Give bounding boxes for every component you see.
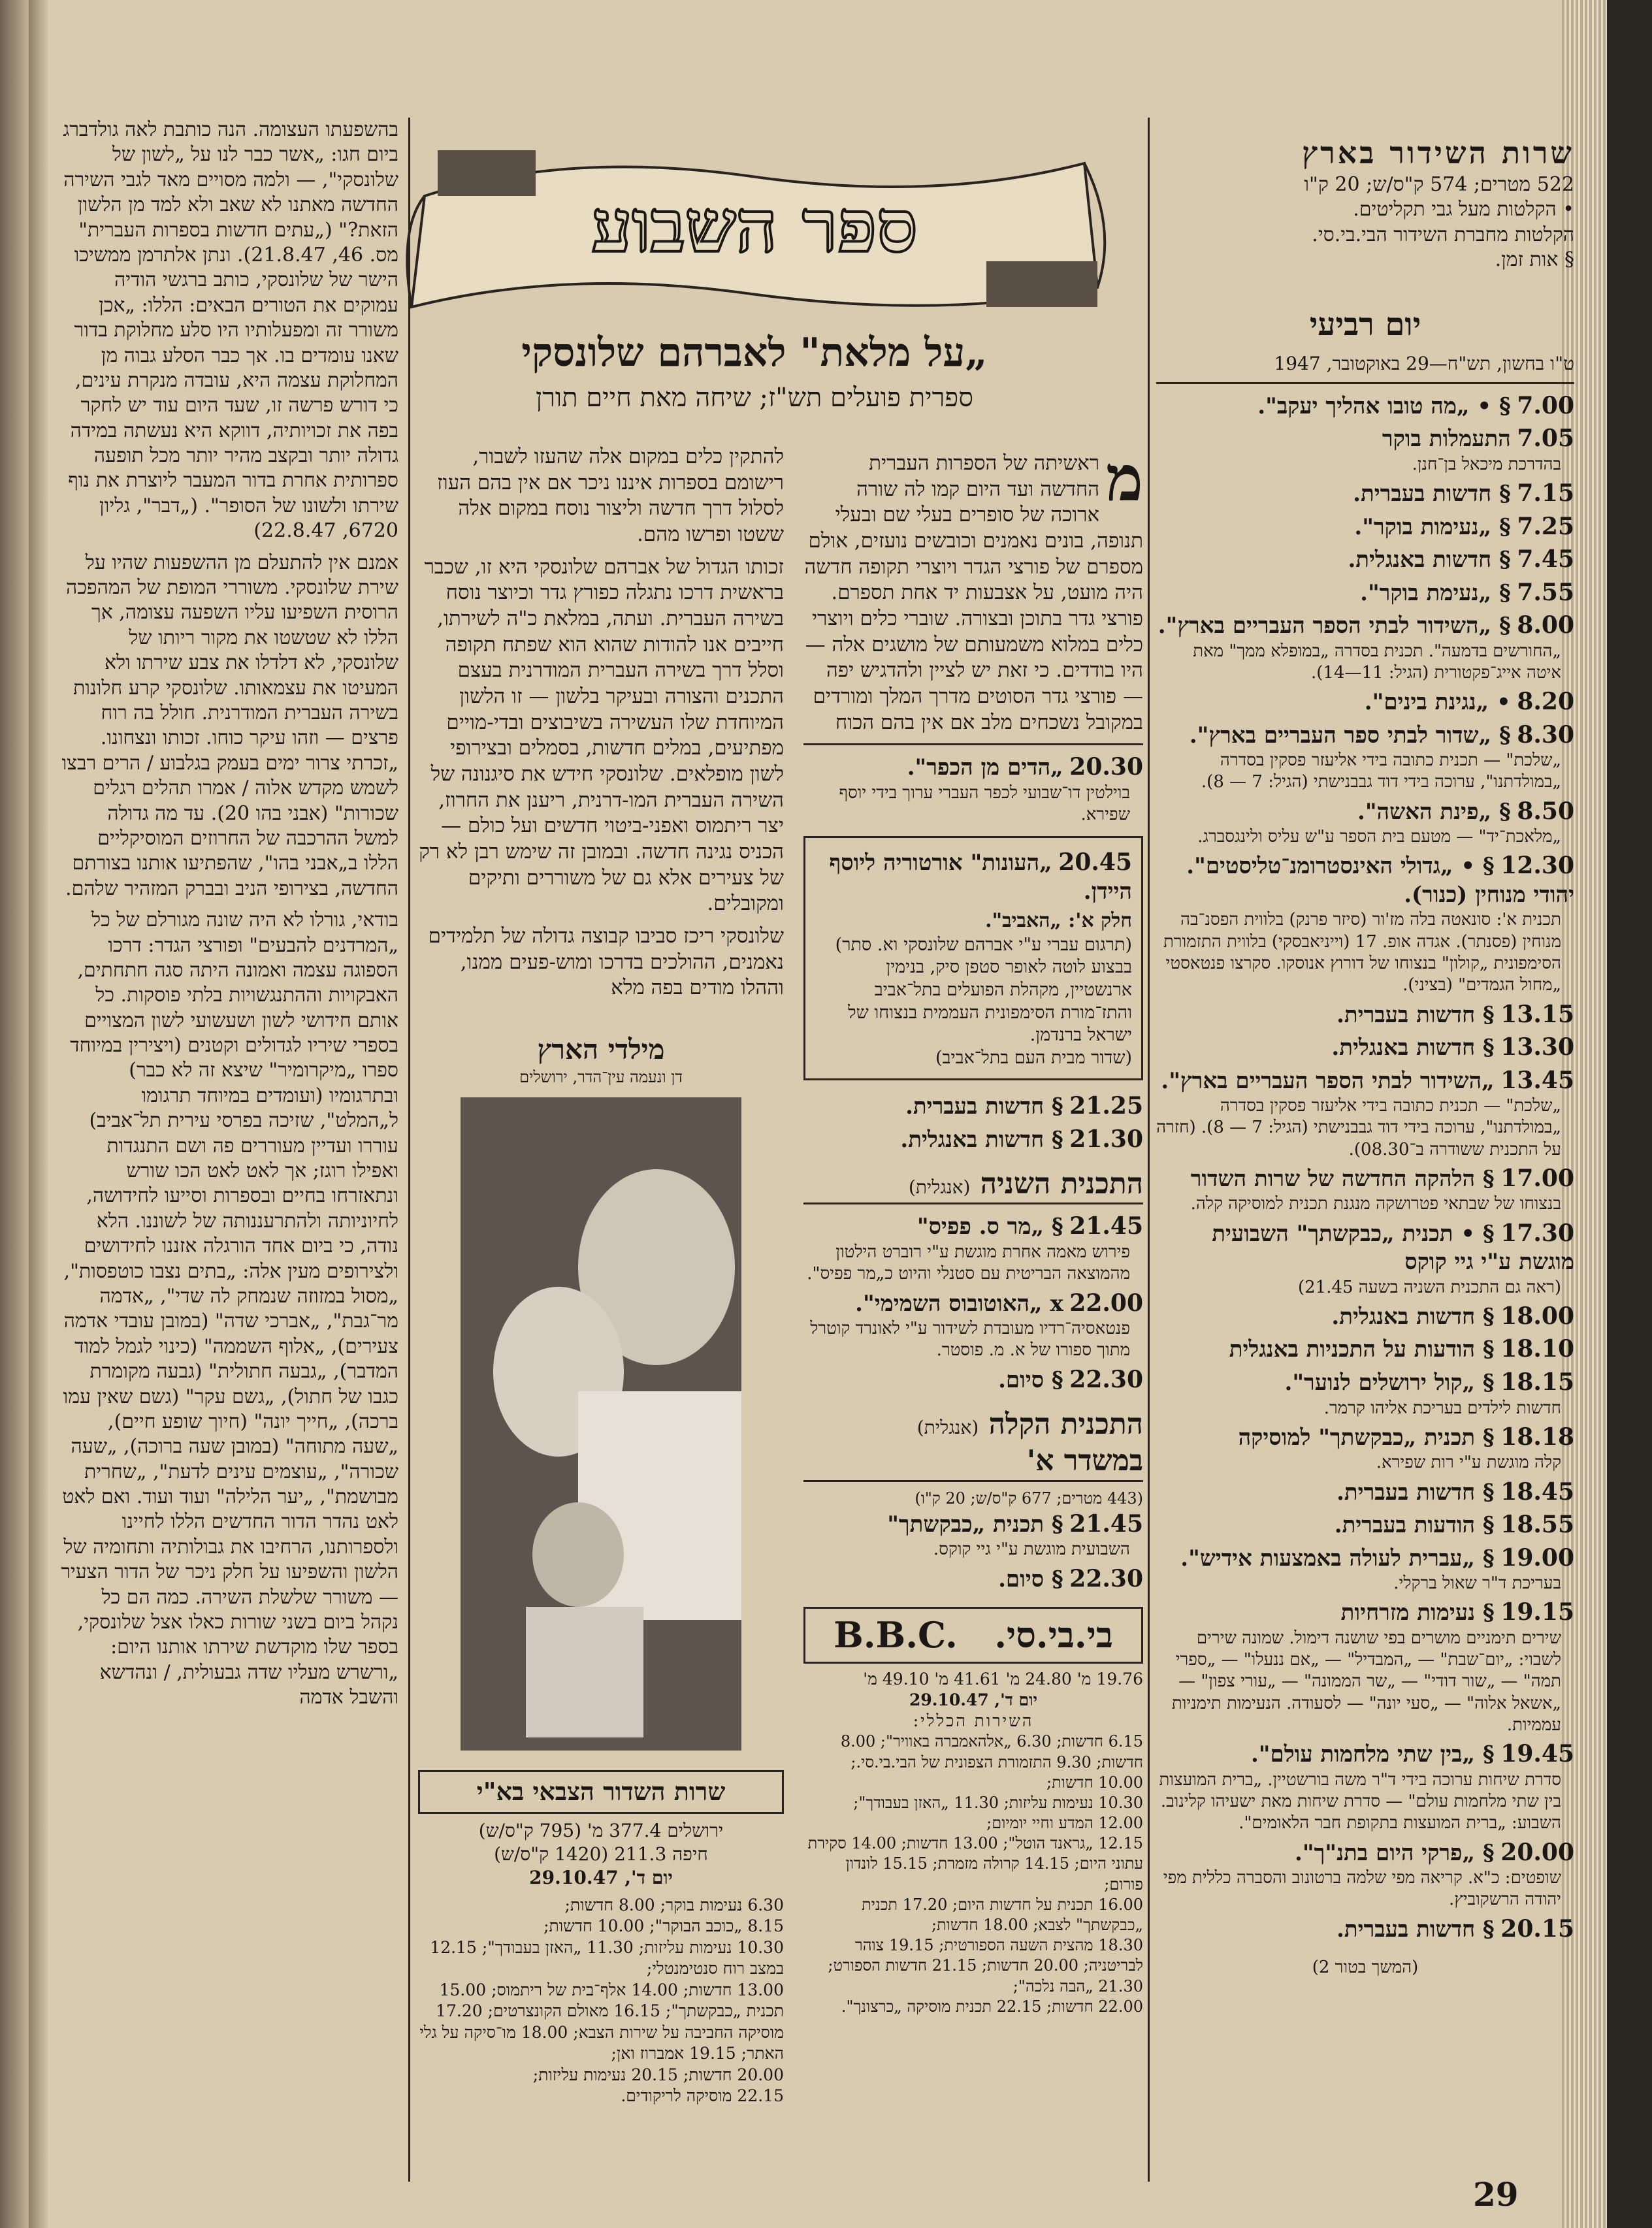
bbc-program-line: 22.00 חדשות; 22.15 תכנית מוסיקה „כרצונך". <box>841 1997 1143 2016</box>
bbc-program-line: 16.00 תכנית על חדשות היום; 17.20 תכנית „כבקשתך" לצבא; 18.00 חדשות; <box>861 1895 1143 1934</box>
bbc-program-line: 10.30 נעימות עליזות; 11.30 „האזן בעבודך"; 12.00 המדע וחיי יומיום; <box>853 1793 1143 1833</box>
article-column-1 <box>803 442 1143 2017</box>
program-item: 18.45 § חדשות בעברית. <box>1336 1477 1574 1506</box>
light-program-list <box>803 1509 1143 1594</box>
army-program-line: 10.30 נעימות עליזות; 11.30 „האזן בעבודך"; 12.15 במצב רוח סנטימנטלי; <box>430 1937 784 1978</box>
program-item: 21.25 § חדשות בעברית. <box>905 1092 1143 1120</box>
program-item: 19.45 § „בין שתי מלחמות עולם". סדרת שיחות ערוכה בידי ד"ר משה בורשטיין. „ברית המועצות בין שתי מלחמות עולם" — סדרת שיחות מאת ישעיהו קלינוב. השבוע: „ברית המועצות בתקופת חבר הלאומים". <box>1159 1740 1574 1833</box>
program-item: 18.18 § תכנית „כבקשתך" למוסיקה קלה מוגשת ע"י רות שפירא. <box>1238 1423 1574 1473</box>
program-item: 7.15 § חדשות בעברית. <box>1353 479 1574 507</box>
book-spine <box>29 0 48 2228</box>
army-program-line: 6.30 נעימות בוקר; 8.00 חדשות; <box>564 1895 784 1914</box>
oratorio-box: 20.45 „העונות" אורטוריה ליוסף היידן. חלק א': „האביב". (תרגום עברי ע"י אברהם שלונסקי וא. סתר) בבצוע לוטה לאופר סטפן סיק, בנימין ארנשטיין, מקהלת הפועלים בתל־אביב והתז־מורת הסימפונית העממית בנצוחו של ישראל ברנדמן. (שדור מבית העם בתל־אביב) <box>803 836 1143 1080</box>
article-title: „על מלאת" לאברהם שלונסקי <box>521 330 988 376</box>
article-body <box>803 442 1143 735</box>
radio-schedule-column <box>1156 0 1574 1978</box>
article-paragraph: בודאי, גורלו לא היה שונה מגורלם של כל „המרדנים להבעים" ופורצי הגדר: דרכו הספוגה עצמה ואמונה היתה סגה חתחתים, האבקויות וההתנגשויות בלתי פוסקות. כל אותם חידושי לשון ושעשועי לשון המצויים בספרי שיריו לגדולים וקטנים (ויצירין במיוחד ספרו „מיקרומיר" שיצא זה לא כבר) ובתרגומיו (ועומדים במיוחד תרגומו ל„המלט", שזיכה בפרסי עירית תל־אביב) עוררו ועדיין מעוררים פה ושם התנגדות ואפילו רוגז; אך לאט לאט הכו שורש ונתאזרחו בחיים ובספרות וסייעו לחידושה, לחיוניותה ולהתרעננותה של לשוננו. הלא נודה, כי ביום אחד הורגלה אזננו לחידושים ולצירופים מעין אלה: „בתים נצבו כוטפסות", „מסול במזוזה שנמחק לה שדי", „אדמה מר־גבת", „אברכי שדה" (במובן עובדי אדמה צעירים), „אלוף השממה" (כינוי לגמל למוד המדבר), „גבעה חתולית" (גבעה מקומרת כגבו של חתול), „גשם עקר" (גשם שאין עמו ברכה), „חייך יונה" (חיוך שופע חיים), „שעה מתוחה" (במובן שעה ברוכה), „שעה שכורה", „עוצמים עינים לדעת", „שחרית מבושמת", „יער הלילה" ועוד ועוד. ואם לאט לאט נהדר הדור החדשים הללו לחיינו ולספרותנו, הרחיבו את גבולותיה ותחומיה של הלשון והשפיעו על חלק ניכר של הדור הצעיר — משורר שלשלת השירה. כמה הם כל נקהל ביום בשני שורות כאלו אצל שלונסקי, בספר שלו מוקדשת שירתו אותנו היום: „ורשרש מעליו שדה גבעולית, / ונהדשא והשבל אדמה <box>61 909 398 1709</box>
children-photo <box>461 1097 741 1751</box>
program-item: 13.15 § חדשות בעברית. <box>1336 1000 1574 1028</box>
radio-service-line: § אות זמן. <box>1495 248 1574 272</box>
army-program-line: 13.00 חדשות; 14.00 אלף־בית של ריתמוס; 15.00 תכנית „כבקשתך"; 16.15 מאולם הקונצרטים; 17.20 מוסיקה החביבה על שירות הצבא; 18.00 מו־סיקה על גלי האתר; 19.15 אמברוז ואן; <box>419 1980 784 2063</box>
bbc-program-line: 18.30 מהצית השעה הספורטית; 19.15 צוהר לבריטניה; 20.00 חדשות; 21.15 חדשות הספורט; 21.30 „הבה נלכה"; <box>828 1936 1143 1995</box>
program-list <box>1156 391 1574 1944</box>
bbc-program-list <box>803 1732 1143 2017</box>
program-item: 20.30 „הדים מן הכפר". בוילטין דו־שבועי לכפר העברי ערוך בידי יוסף שפירא. <box>839 753 1143 825</box>
date-line: ט"ו בחשון, תש"ח—29 באוקטובר, 1947 <box>1156 352 1574 384</box>
program-item: 8.50 § „פינת האשה". „מלאכת־יד" — מטעם בית הספר ע"ש עליס ולינגסברג. <box>1197 797 1574 847</box>
army-program-line: 8.15 „כוכב הבוקר"; 10.00 חדשות; <box>543 1916 784 1936</box>
program-item: 20.00 § „פרקי היום בתנ"ך". שופטים: כ"א. קריאה מפי שלמה ברטונוב והסברה כללית מפי יהודה הרשקוביץ. <box>1163 1838 1574 1910</box>
kids-title: מילדי הארץ <box>537 1033 665 1065</box>
program-item: 8.20 • „נגינת בינים". <box>1364 688 1574 716</box>
article-paragraph: להתקין כלים במקום אלה שהעזו לשבור, רישומם בספרות איננו ניכר אם אין בהם העוז לסלול דרך חדשה וליצור נוסח במקום אלה ששטו ופרשו מהם. <box>437 445 784 547</box>
radio-service-title: שרות השידור בארץ <box>1302 135 1574 170</box>
article-paragraph: מ ראשיתה של הספרות העברית החדשה ועד היום קמו לה שורה ארוכה של סופרים בעלי שם ובעלי תנופה, בונים נאמנים וכובשים נועזים, אולם מספרם של פורצי הגדר ויוצרי תקופה חדשה היה מועט, על אצבעות יד אחת תספרם. פורצי גדר בתוכן ובצורה. שוברי כלים ויוצרי כלים במלוא משמעותם של מושגים אלה — היו בודדים. כי זאת יש לציין ולהדגיש יפה — פורצי גדר הסוטים מדרך המלך ומורדים במקובל נשכחים מלב אם אין בהם הכוח <box>804 442 1143 734</box>
program-item: 18.15 § „קול ירושלים לנוער". חדשות לילדים בעריכת אליהו קרמר. <box>1284 1368 1574 1418</box>
army-program-line: 20.00 חדשות; 20.15 נעימות עליזות; <box>532 2065 784 2084</box>
program-item: 19.00 § „עברית לעולה באמצעות אידיש". בעריכת ד"ר שאול ברקלי. <box>1180 1543 1574 1594</box>
column-rule <box>408 118 410 2182</box>
program-item: 18.00 § חדשות באנגלית. <box>1331 1302 1574 1330</box>
army-program-list <box>418 1895 784 2107</box>
article-paragraph: שלונסקי ריכז סביבו קבוצה גדולה של תלמידים נאמנים, ההולכים בדרכו ומוש-פעים ממנו, וההלו מודים בפה מלא <box>428 924 784 1000</box>
program-item: 7.05 התעמלות בוקר בהדרכת מיכאל בן־חנן. <box>1382 425 1574 474</box>
books-icon <box>986 261 1097 307</box>
radio-service-line: 522 מטרים; 574 ק"ס/ש; 20 ק"ו <box>1304 172 1574 196</box>
radio-service-line: הקלטות מחברת השידור הבי.בי.סי. <box>1312 223 1574 246</box>
article-subtitle: ספרית פועלים תש"ז; שיחה מאת חיים תורן <box>536 383 973 413</box>
program-item: 22.30 § סיום. <box>998 1365 1143 1393</box>
program-item: 20.15 § חדשות בעברית. <box>1336 1914 1574 1943</box>
banner-title: ספר השבוע <box>591 184 918 268</box>
program-item: 21.45 § „מר ס. פפיס" פירוש מאמה אחרת מוגשת ע"י רוברט הילטון מהמוצאה הבריטית עם סטנלי והיוט כ„מר פפיס". <box>807 1212 1143 1284</box>
light-program-title: התכנית הקלה (אנגלית) במשדר א' <box>803 1406 1143 1482</box>
program-item: 12.30 § • „גדולי האינסטרומנ־טליסטים". יהודי מנוחין (כנור). תכנית א': סונאטה בלה מז'ור (סיזר פרנק) בלווית הפסנ־בה מנוחין (פסנתר). אגדה אופ. 17 (וייניאבסקי) בלווית התזמורת הסימפונית „קולון" בנצוחו של דורוץ אנוסקו. סקרצו פנטאסטי „מחול הגמדים" (בציני). <box>1163 852 1574 995</box>
program-item: 13.30 § חדשות באנגלית. <box>1331 1033 1574 1061</box>
program-item: 21.30 § חדשות באנגלית. <box>900 1125 1143 1153</box>
kids-caption: דן ונעמה עין־הדר, ירושלים <box>519 1067 683 1086</box>
program-item: 13.45 „השידור לבתי הספר העבריים בארץ". „שלכת" — תכנית כתובה בידי אליעזר פסקין בסדרה „במולדתנו", ערוכה בידי דוד גבבנישתי (הגיל: 7 — 8). (חזרה על התכנית ששודרה ב־08.30). <box>1156 1066 1574 1159</box>
second-program-list <box>803 1211 1143 1395</box>
program-item: 21.45 § תכנית „כבקשתך" השבועית מוגשת ע"י גיי קוקס. <box>887 1510 1143 1560</box>
program-item: 7.45 § חדשות באנגלית. <box>1348 545 1574 573</box>
program-item: 8.00 § „השידור לבתי הספר העבריים בארץ". „החורשים בדמעה". תכנית בסדרה „במופלא ממך" מאת איטה אייג־פקטורית (הגיל: 11—14). <box>1158 611 1574 683</box>
program-item: 7.25 § „נעימות בוקר". <box>1354 512 1574 540</box>
continued-note: (המשך בטור 2) <box>1312 1958 1419 1978</box>
schedule-continued: 20.30 „הדים מן הכפר". בוילטין דו־שבועי לכפר העברי ערוך בידי יוסף שפירא. 20.45 „העונות" אורטוריה ליוסף היידן. חלק א': „האביב". (תרגום עברי ע"י אברהם שלונסקי וא. סתר) בבצוע לוטה לאופר סטפן סיק, בנימין ארנשטיין, מקהלת הפועלים בתל־אביב והתז־מורת הסימפונית העממית בנצוחו של ישראל ברנדמן. (שדור מבית העם בתל־אביב) 21.25 § חדשות בעברית. 21.30 § חדשות באנגלית. התכנית השניה (אנגלית) 21.45 § „מר ס. פפיס" פירוש מאמה אחרת מוגשת ע"י רוברט הילטון מהמוצאה הבריטית עם סטנלי והיוט כ„מר פפיס". 22.00 x „האוטובוס השמימי". פנטאסיה־רדיו מעובדת לשידור ע"י לאונרד קוטרל מתוך ספורו של א. מ. פוסטר. 22.30 § סיום. התכנית הקלה (אנגלית) במשדר א' (443 מטרים; 677 ק"ס/ש; 20 ק"ו) 21.45 § תכנית „כבקשתך" השבועית מוגשת ע"י גיי קוקס. 22.30 § סיום. B.B.C. בי.בי.סי. 19.76 מ' 24.80 מ' 41.61 מ' 49.10 מ' יום ד', 29.10.47 השירות הכללי: 6.15 חדשות; 6.30 „אלהאמברה באוויר"; 8.00 חדשות; 9.30 התזמורת הצפונית של הבי.בי.סי.; 10.00 חדשות; 10.30 נעימות עליזות; 11.30 „האזן בעבודך"; 12.00 המדע וחיי יומיום; 12.15 „גראנד הוטל"; 13.00 חדשות; 14.00 סקירת עתוני היום; 14.15 קרולה מזמרת; 15.15 לונדון פורום; 16.00 תכנית על חדשות היום; 17.20 תכנית „כבקשתך" לצבא; 18.00 חדשות; 18.30 מהצית השעה הספורטית; 19.15 צוהר לבריטניה; 20.00 חדשות; 21.15 חדשות הספורט; 21.30 „הבה נלכה"; 22.00 חדשות; 22.15 תכנית מוסיקה „כרצונך". <box>803 743 1143 2017</box>
article-paragraph: בהשפעתו העצומה. הנה כותבת לאה גולדברג ביום חגו: „אשר כבר לנו על „לשון של שלונסקי", — ולמה מסויים מאד לגבי השירה החדשה מאתנו לא שאב ולא למד מן הלשון הזאת?" („עתים חדשות בספרות העברית" מס. 46, 21.8.47). ונתן אלתרמן ממשיכו הישר של שלונסקי, כותב ברגשי הודיה עמוקים את הטורים הבאים: הללו: „אכן משורר זה ומפעלותיו היו סלע מחלוקת בדור שאנו עומדים בו. אך כבר הסלע גבוה מן המחלוקת עצמה היא, עובדה מנקרת עינים, כי דורש פרשה זו, שעד היום עוד יש לחקר בפה את זכויותיה, דווקא היא נעשתה במידה גדולה יותר ובקצב מהיר יותר מכל תופעה ספרותית אחרת בדור המעבר ליוצרת את נוף שירתו ולשונו של הסופר". („דבר", גליון 6720, 22.8.47) <box>63 118 398 543</box>
previous-page-edge <box>0 0 29 2228</box>
program-item: 22.00 x „האוטובוס השמימי". פנטאסיה־רדיו מעובדת לשידור ע"י לאונרד קוטרל מתוך ספורו של א. מ. פוסטר. <box>810 1289 1143 1361</box>
program-item: 17.30 § • תכנית „כבקשתך" השבועית מוגשת ע"י גיי קוקס (ראה גם התכנית השניה בשעה 21.45) <box>1212 1219 1574 1297</box>
day-title: יום רביעי <box>1309 306 1421 344</box>
program-item: 17.00 § הלהקה החדשה של שרות השדור בנצוחו של שבתאי פטרושקה מנגנת תכנית למוסיקה קלה. <box>1190 1164 1574 1214</box>
radio-service-line: • הקלטות מעל גבי תקליטים. <box>1353 198 1574 221</box>
article-column-3 <box>59 118 398 1717</box>
column-rule <box>1148 118 1150 2182</box>
page-number: 29 <box>1473 2175 1519 2214</box>
bbc-title: B.B.C. בי.בי.סי. <box>803 1607 1143 1664</box>
program-item: 18.55 § הודעות בעברית. <box>1334 1511 1574 1539</box>
program-item: 22.30 § סיום. <box>998 1564 1143 1592</box>
program-item: 19.15 § נעימות מזרחיות שירים תימניים מושרים בפי שושנה דימול. שמונה שירים לשבוי: „יום־שבת" — „המבדיל" — „אם ננעלו" — „ספרי תמה" — „שור דודי" — „שר הממונה" — „עורי צפון" — „אשאל אלוה" — „סעי יונה" — לסעודה. הנעימות תימניות עממיות. <box>1171 1598 1574 1735</box>
bbc-program-line: 6.15 חדשות; 6.30 „אלהאמברה באוויר"; 8.00 חדשות; 9.30 התזמורת הצפונית של הבי.בי.סי.; 10.00 חדשות; <box>840 1732 1143 1792</box>
program-item: 7.55 § „נעימת בוקר". <box>1360 578 1574 606</box>
army-radio-title: שרות השדור הצבאי בא"י <box>418 1770 784 1814</box>
kids-section: מילדי הארץ דן ונעמה עין־הדר, ירושלים שרות השדור הצבאי בא"י ירושלים 377.4 מ' (795 ק"ס/ש) חיפה 211.3 (1420 ק"ס/ש) יום ד', 29.10.47 6.30 נעימות בוקר; 8.00 חדשות; 8.15 „כוכב הבוקר"; 10.00 חדשות; 10.30 נעימות עליזות; 11.30 „האזן בעבודך"; 12.15 במצב רוח סנטימנטלי; 13.00 חדשות; 14.00 אלף־בית של ריתמוס; 15.00 תכנית „כבקשתך"; 16.15 מאולם הקונצרטים; 17.20 מוסיקה החביבה על שירות הצבא; 18.00 מו־סיקה על גלי האתר; 19.15 אמברוז ואן; 20.00 חדשות; 20.15 נעימות עליזות; 22.15 מוסיקה לריקודים. <box>418 0 784 2107</box>
program-item: 8.30 § „שדור לבתי ספר העבריים בארץ". „שלכת" — תכנית כתובה בידי אליעזר פסקין בסדרה „במולדתנו", ערוכה בידי דוד גבבנישתי (הגיל: 7 — 8). <box>1189 720 1574 792</box>
army-program-line: 22.15 מוסיקה לריקודים. <box>621 2086 784 2106</box>
drop-cap: מ <box>1106 442 1143 515</box>
program-item: 7.00 § • „מה טובו אהליך יעקב". <box>1257 391 1574 419</box>
second-program-title: התכנית השניה (אנגלית) <box>803 1166 1143 1204</box>
program-item: 18.10 § הודעות על התכניות באנגלית <box>1229 1335 1574 1363</box>
article-paragraph: אמנם אין להתעלם מן ההשפעות שהיו על שירת שלונסקי. משוררי המופת של המהפכה הרוסית השפיעו עליו השפעה עצומה, אך הללו לא שטשטו את מקור ריותו של שלונסקי, לא דלדלו את צבע שירתו ולא המעיטו את עצמאותו. שלונסקי קרע חלונות בשירה העברית המודרנית. חולל בה רוח פרצים — וזהו עיקר כוחו. זכותו ונצחונו. „זכרתי צרור ימים בעמק בגלבוע / הרים רבצו לשמש מקדש אלוה / אמרו תהלים רגלים שכורות" (אבני בהו 20). עד מה גדולה למשל ההרכבה של החרוזים המוסיקליים הללו ב„אבני בהו", שהפתיעו אותנו בצורתם החדשה, בצירופי הניב ובברק המזהיר שלהם. <box>61 551 398 900</box>
article-paragraph: זכותו הגדול של אברהם שלונסקי היא זו, שכבר בראשית דרכו נתגלה כפורץ גדר וכיוצר נוסח בשירה העברית. ועתה, במלאת כ"ה לשירתו, חייבים אנו להודות שהוא הוא שפתח תקופה וסלל דרך בשירה העברית המודרנית בעצם התכנים והצורה ובעיקר בלשון — זו הלשון המיוחדת שלו העשירה בשיבוצים ובדי-מויים מפתיעים, במלים חדשות, בסמלים ובצירופי לשון מופלאים. שלונסקי חידש את סיגנונה של השירה העברית המו-דרנית, ריענן את החרוז, יצר ריתמוס ואפני-ביטוי חדשים ועל כולם — הכניס נגינה חדשה. ובמובן זה שימש רבן לא רק של צעירים אלא גם של משוררים ותיקים ומקובלים. <box>419 555 784 916</box>
children-photo-graphic <box>461 1097 741 1751</box>
bbc-program-line: 12.15 „גראנד הוטל"; 13.00 חדשות; 14.00 סקירת עתוני היום; 14.15 קרולה מזמרת; 15.15 לונדון פורום; <box>807 1834 1143 1894</box>
